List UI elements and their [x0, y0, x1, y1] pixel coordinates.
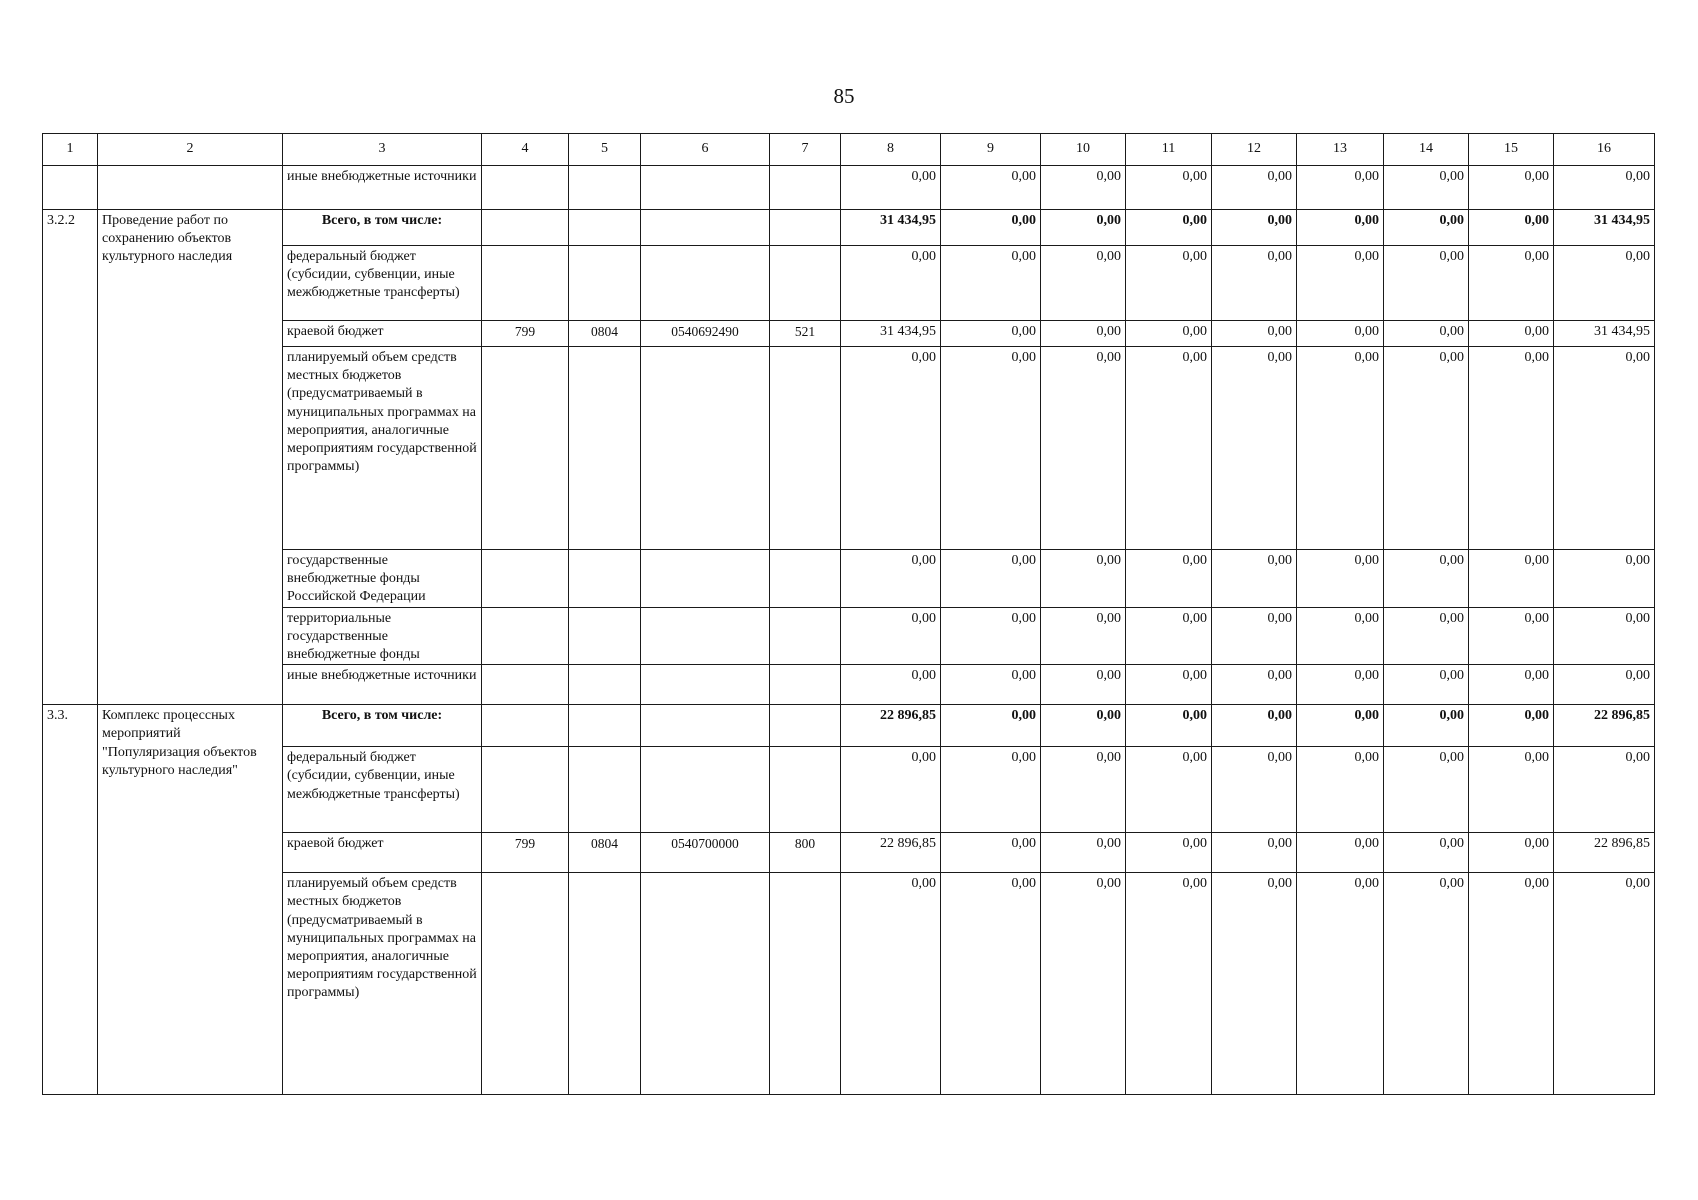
amount-cell: 0,00	[1297, 166, 1384, 210]
code-cell-c7	[770, 665, 841, 705]
amount-cell: 0,00	[1469, 210, 1554, 246]
amount-cell: 0,00	[1469, 665, 1554, 705]
amount-cell: 0,00	[1041, 246, 1126, 321]
table-row	[43, 210, 1655, 246]
amount-cell: 31 434,95	[841, 321, 941, 347]
table-row	[43, 550, 1655, 608]
amount-cell: 0,00	[841, 166, 941, 210]
table-row	[43, 665, 1655, 705]
amount-cell: 0,00	[1297, 873, 1384, 1095]
amount-cell: 22 896,85	[841, 705, 941, 747]
amount-cell: 0,00	[1041, 873, 1126, 1095]
amount-cell: 0,00	[1212, 833, 1297, 873]
source-label: федеральный бюджет (субсидии, субвенции, иные межбюджетные трансферты)	[283, 747, 482, 833]
amount-cell: 0,00	[1297, 321, 1384, 347]
amount-cell: 0,00	[841, 747, 941, 833]
amount-cell: 0,00	[1297, 747, 1384, 833]
amount-cell: 0,00	[1554, 665, 1655, 705]
amount-cell: 0,00	[1384, 873, 1469, 1095]
column-header: 8	[841, 134, 941, 166]
amount-cell: 0,00	[1212, 166, 1297, 210]
code-cell-c4: 799	[482, 321, 569, 347]
code-cell-c7	[770, 347, 841, 550]
amount-cell: 0,00	[1041, 705, 1126, 747]
code-cell-c4	[482, 246, 569, 321]
amount-cell: 0,00	[1126, 665, 1212, 705]
source-label: территориальные государственные внебюджетные фонды	[283, 607, 482, 665]
code-cell-c6: 0540700000	[641, 833, 770, 873]
source-label: государственные внебюджетные фонды Российской Федерации	[283, 550, 482, 608]
code-cell-c4	[482, 873, 569, 1095]
amount-cell: 0,00	[1126, 705, 1212, 747]
column-header: 1	[43, 134, 98, 166]
amount-cell: 0,00	[841, 873, 941, 1095]
table-row	[43, 321, 1655, 347]
amount-cell: 0,00	[1212, 607, 1297, 665]
source-label: краевой бюджет	[283, 833, 482, 873]
code-cell-c7: 800	[770, 833, 841, 873]
amount-cell: 0,00	[1297, 607, 1384, 665]
amount-cell: 22 896,85	[841, 833, 941, 873]
column-header: 10	[1041, 134, 1126, 166]
amount-cell: 31 434,95	[1554, 210, 1655, 246]
code-cell-c7	[770, 210, 841, 246]
code-cell-c7	[770, 705, 841, 747]
code-cell-c7	[770, 166, 841, 210]
amount-cell: 0,00	[1126, 607, 1212, 665]
code-cell-c6	[641, 665, 770, 705]
amount-cell: 0,00	[1212, 321, 1297, 347]
amount-cell: 0,00	[841, 607, 941, 665]
amount-cell: 0,00	[1554, 166, 1655, 210]
amount-cell: 0,00	[1126, 321, 1212, 347]
column-header: 9	[941, 134, 1041, 166]
table-row	[43, 246, 1655, 321]
amount-cell: 0,00	[1297, 705, 1384, 747]
table-row	[43, 833, 1655, 873]
amount-cell: 0,00	[1469, 246, 1554, 321]
column-header: 16	[1554, 134, 1655, 166]
code-cell-c5	[569, 550, 641, 608]
amount-cell: 0,00	[841, 246, 941, 321]
amount-cell: 0,00	[941, 833, 1041, 873]
code-cell-c4	[482, 210, 569, 246]
amount-cell: 0,00	[1041, 607, 1126, 665]
header-row	[43, 134, 1655, 166]
amount-cell: 0,00	[1212, 665, 1297, 705]
amount-cell: 0,00	[1469, 347, 1554, 550]
item-name: Проведение работ по сохранению объектов культурного наследия	[98, 210, 283, 705]
amount-cell: 0,00	[1384, 347, 1469, 550]
code-cell-c4	[482, 166, 569, 210]
column-header: 15	[1469, 134, 1554, 166]
amount-cell: 0,00	[1384, 246, 1469, 321]
total-label: Всего, в том числе:	[283, 210, 482, 246]
code-cell-c5	[569, 705, 641, 747]
amount-cell: 0,00	[1041, 665, 1126, 705]
amount-cell: 0,00	[1469, 873, 1554, 1095]
total-label: Всего, в том числе:	[283, 705, 482, 747]
amount-cell: 0,00	[1554, 550, 1655, 608]
code-cell-c5	[569, 210, 641, 246]
amount-cell: 0,00	[1384, 550, 1469, 608]
column-header: 3	[283, 134, 482, 166]
column-header: 14	[1384, 134, 1469, 166]
code-cell-c7: 521	[770, 321, 841, 347]
code-cell-c7	[770, 246, 841, 321]
item-name: Комплекс процессных мероприятий "Популяризация объектов культурного наследия"	[98, 705, 283, 1095]
amount-cell: 0,00	[1554, 347, 1655, 550]
code-cell-c6	[641, 166, 770, 210]
page-number: 85	[833, 84, 855, 108]
column-header: 4	[482, 134, 569, 166]
amount-cell: 0,00	[941, 210, 1041, 246]
amount-cell: 0,00	[1469, 833, 1554, 873]
code-cell-c5	[569, 665, 641, 705]
code-cell-c4: 799	[482, 833, 569, 873]
code-cell-c6	[641, 873, 770, 1095]
amount-cell: 0,00	[1126, 833, 1212, 873]
column-header: 11	[1126, 134, 1212, 166]
amount-cell: 0,00	[1212, 550, 1297, 608]
code-cell-c4	[482, 607, 569, 665]
code-cell-c5: 0804	[569, 833, 641, 873]
amount-cell: 0,00	[1126, 747, 1212, 833]
amount-cell: 0,00	[1126, 550, 1212, 608]
code-cell-c6	[641, 747, 770, 833]
amount-cell: 0,00	[1469, 321, 1554, 347]
amount-cell: 0,00	[1554, 747, 1655, 833]
source-label: иные внебюджетные источники	[283, 665, 482, 705]
amount-cell: 0,00	[941, 321, 1041, 347]
amount-cell: 0,00	[1126, 166, 1212, 210]
amount-cell: 0,00	[1469, 166, 1554, 210]
amount-cell: 0,00	[1041, 210, 1126, 246]
amount-cell: 0,00	[1041, 833, 1126, 873]
code-cell-c4	[482, 665, 569, 705]
amount-cell: 0,00	[941, 550, 1041, 608]
code-cell-c4	[482, 550, 569, 608]
amount-cell: 0,00	[1384, 321, 1469, 347]
amount-cell: 0,00	[1126, 210, 1212, 246]
amount-cell: 0,00	[941, 166, 1041, 210]
code-cell-c5: 0804	[569, 321, 641, 347]
amount-cell: 0,00	[1469, 550, 1554, 608]
amount-cell: 0,00	[941, 347, 1041, 550]
amount-cell: 0,00	[1126, 246, 1212, 321]
amount-cell: 0,00	[1554, 246, 1655, 321]
amount-cell: 0,00	[1126, 873, 1212, 1095]
column-header: 12	[1212, 134, 1297, 166]
source-label: планируемый объем средств местных бюджетов (предусматриваемый в муниципальных программах на мероприятия, аналогичные мероприятиям государственной программы)	[283, 347, 482, 550]
code-cell-c6	[641, 705, 770, 747]
amount-cell: 0,00	[941, 705, 1041, 747]
code-cell-c7	[770, 747, 841, 833]
column-header: 6	[641, 134, 770, 166]
amount-cell: 0,00	[1469, 607, 1554, 665]
amount-cell: 31 434,95	[1554, 321, 1655, 347]
amount-cell: 0,00	[1041, 747, 1126, 833]
item-number: 3.2.2	[43, 210, 98, 705]
code-cell-c5	[569, 873, 641, 1095]
code-cell-c5	[569, 166, 641, 210]
source-label: краевой бюджет	[283, 321, 482, 347]
amount-cell: 0,00	[941, 873, 1041, 1095]
amount-cell: 0,00	[1297, 246, 1384, 321]
column-header: 7	[770, 134, 841, 166]
id-cell	[43, 166, 98, 210]
amount-cell: 22 896,85	[1554, 833, 1655, 873]
column-header: 13	[1297, 134, 1384, 166]
amount-cell: 0,00	[1212, 246, 1297, 321]
column-header: 2	[98, 134, 283, 166]
code-cell-c5	[569, 747, 641, 833]
amount-cell: 0,00	[1212, 873, 1297, 1095]
amount-cell: 0,00	[1384, 166, 1469, 210]
amount-cell: 0,00	[1041, 166, 1126, 210]
amount-cell: 0,00	[841, 347, 941, 550]
amount-cell: 0,00	[1297, 665, 1384, 705]
code-cell-c4	[482, 747, 569, 833]
amount-cell: 0,00	[1384, 833, 1469, 873]
amount-cell: 0,00	[941, 246, 1041, 321]
amount-cell: 0,00	[1384, 747, 1469, 833]
amount-cell: 0,00	[1041, 347, 1126, 550]
amount-cell: 0,00	[1297, 833, 1384, 873]
amount-cell: 0,00	[1126, 347, 1212, 550]
code-cell-c6	[641, 246, 770, 321]
table-row	[43, 705, 1655, 747]
amount-cell: 0,00	[1212, 210, 1297, 246]
source-label: федеральный бюджет (субсидии, субвенции, иные межбюджетные трансферты)	[283, 246, 482, 321]
table-row	[43, 747, 1655, 833]
name-cell	[98, 166, 283, 210]
amount-cell: 31 434,95	[841, 210, 941, 246]
table-row	[43, 166, 1655, 210]
amount-cell: 0,00	[1469, 705, 1554, 747]
amount-cell: 0,00	[1041, 550, 1126, 608]
amount-cell: 0,00	[1554, 873, 1655, 1095]
table-row	[43, 873, 1655, 1095]
code-cell-c6	[641, 550, 770, 608]
amount-cell: 0,00	[841, 550, 941, 608]
amount-cell: 0,00	[1212, 347, 1297, 550]
amount-cell: 0,00	[1384, 705, 1469, 747]
amount-cell: 0,00	[941, 607, 1041, 665]
code-cell-c4	[482, 347, 569, 550]
code-cell-c7	[770, 607, 841, 665]
amount-cell: 0,00	[1384, 210, 1469, 246]
source-label: иные внебюджетные источники	[283, 166, 482, 210]
amount-cell: 0,00	[1297, 347, 1384, 550]
amount-cell: 0,00	[1297, 210, 1384, 246]
amount-cell: 22 896,85	[1554, 705, 1655, 747]
code-cell-c5	[569, 607, 641, 665]
code-cell-c5	[569, 347, 641, 550]
code-cell-c4	[482, 705, 569, 747]
source-label: планируемый объем средств местных бюджетов (предусматриваемый в муниципальных программах на мероприятия, аналогичные мероприятиям государственной программы)	[283, 873, 482, 1095]
budget-table	[42, 133, 1655, 1095]
table-row	[43, 607, 1655, 665]
column-header: 5	[569, 134, 641, 166]
amount-cell: 0,00	[1554, 607, 1655, 665]
amount-cell: 0,00	[941, 665, 1041, 705]
amount-cell: 0,00	[1297, 550, 1384, 608]
item-number: 3.3.	[43, 705, 98, 1095]
amount-cell: 0,00	[941, 747, 1041, 833]
amount-cell: 0,00	[1384, 665, 1469, 705]
code-cell-c6	[641, 607, 770, 665]
amount-cell: 0,00	[1212, 705, 1297, 747]
amount-cell: 0,00	[1212, 747, 1297, 833]
code-cell-c5	[569, 246, 641, 321]
table-row	[43, 347, 1655, 550]
amount-cell: 0,00	[841, 665, 941, 705]
code-cell-c7	[770, 550, 841, 608]
code-cell-c6	[641, 210, 770, 246]
code-cell-c7	[770, 873, 841, 1095]
amount-cell: 0,00	[1469, 747, 1554, 833]
code-cell-c6: 0540692490	[641, 321, 770, 347]
amount-cell: 0,00	[1041, 321, 1126, 347]
code-cell-c6	[641, 347, 770, 550]
amount-cell: 0,00	[1384, 607, 1469, 665]
